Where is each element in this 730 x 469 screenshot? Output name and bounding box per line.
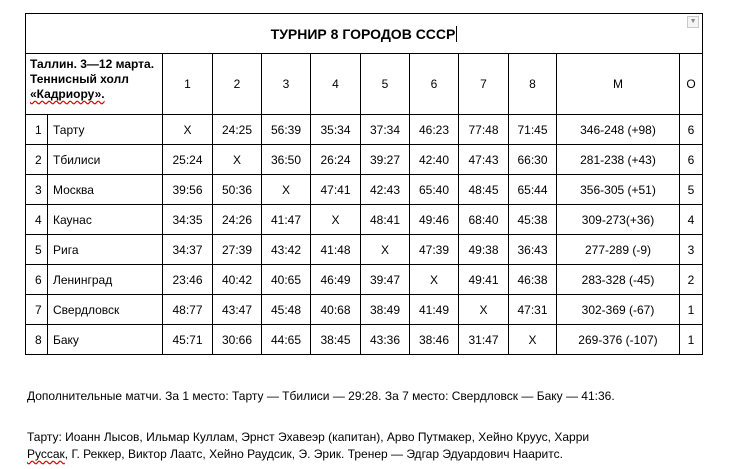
- row-city: Москва: [48, 175, 163, 205]
- score-cell: 47:41: [311, 175, 361, 205]
- row-city: Баку: [48, 325, 163, 355]
- score-cell: 45:71: [163, 325, 213, 355]
- venue-line-1: Таллин. 3—12 марта.: [30, 57, 155, 71]
- row-points-diff: 269-376 (-107): [557, 325, 680, 355]
- score-cell: 43:47: [213, 295, 262, 325]
- row-city: Ленинград: [48, 265, 163, 295]
- score-cell: 65:44: [509, 175, 557, 205]
- score-cell: 49:46: [410, 205, 459, 235]
- players-name-russak: Руссак: [27, 447, 65, 461]
- row-place-points: 5: [680, 175, 703, 205]
- row-points-diff: 281-238 (+43): [557, 145, 680, 175]
- collapse-arrow-icon[interactable]: ▼: [687, 16, 699, 28]
- score-cell: 43:42: [262, 235, 311, 265]
- score-cell: 26:24: [311, 145, 361, 175]
- header-row: [26, 54, 703, 115]
- score-cell: 42:40: [410, 145, 459, 175]
- players-line-2-rest: , Г. Реккер, Виктор Лаатс, Хейно Раудсик, Э. Эрик. Тренер — Эдгар Эдуардович Нааритс.: [64, 447, 563, 461]
- score-cell: X: [262, 175, 311, 205]
- score-cell: 40:42: [213, 265, 262, 295]
- row-points-diff: 302-369 (-67): [557, 295, 680, 325]
- results-table: [25, 13, 703, 355]
- score-cell: 43:36: [361, 325, 410, 355]
- table-title-cell[interactable]: [26, 14, 703, 54]
- row-place-points: 6: [680, 115, 703, 145]
- table-row: [26, 175, 703, 205]
- column-header: 3: [262, 54, 311, 115]
- row-city: Тбилиси: [48, 145, 163, 175]
- score-cell: 71:45: [509, 115, 557, 145]
- score-cell: 41:48: [311, 235, 361, 265]
- row-points-diff: 356-305 (+51): [557, 175, 680, 205]
- score-cell: 47:43: [459, 145, 509, 175]
- score-cell: X: [163, 115, 213, 145]
- score-cell: 66:30: [509, 145, 557, 175]
- score-cell: 77:48: [459, 115, 509, 145]
- score-cell: 34:35: [163, 205, 213, 235]
- score-cell: 48:41: [361, 205, 410, 235]
- row-number: 6: [26, 265, 48, 295]
- score-cell: 46:38: [509, 265, 557, 295]
- score-cell: 48:77: [163, 295, 213, 325]
- row-city: Рига: [48, 235, 163, 265]
- text-cursor: [456, 26, 457, 42]
- score-cell: 38:46: [410, 325, 459, 355]
- score-cell: 56:39: [262, 115, 311, 145]
- row-place-points: 3: [680, 235, 703, 265]
- score-cell: 39:27: [361, 145, 410, 175]
- row-place-points: 1: [680, 295, 703, 325]
- table-row: [26, 145, 703, 175]
- score-cell: 38:45: [311, 325, 361, 355]
- row-number: 1: [26, 115, 48, 145]
- extra-matches-note: Дополнительные матчи. За 1 место: Тарту — Тбилиси — 29:28. За 7 место: Свердловск — Баку — 41:36.: [27, 389, 615, 403]
- table-title: ТУРНИР 8 ГОРОДОВ СССР: [270, 25, 456, 42]
- score-cell: 47:31: [509, 295, 557, 325]
- table-row: [26, 115, 703, 145]
- score-cell: 39:47: [361, 265, 410, 295]
- score-cell: 45:38: [509, 205, 557, 235]
- score-cell: 24:25: [213, 115, 262, 145]
- row-points-diff: 283-328 (-45): [557, 265, 680, 295]
- column-header: 5: [361, 54, 410, 115]
- venue-cell: [26, 54, 163, 115]
- column-header: 6: [410, 54, 459, 115]
- players-line-2: [27, 447, 563, 461]
- score-cell: 30:66: [213, 325, 262, 355]
- table-row: [26, 325, 703, 355]
- row-number: 8: [26, 325, 48, 355]
- row-number: 7: [26, 295, 48, 325]
- row-city: Каунас: [48, 205, 163, 235]
- score-cell: 41:47: [262, 205, 311, 235]
- score-cell: 44:65: [262, 325, 311, 355]
- score-cell: 49:38: [459, 235, 509, 265]
- score-cell: 36:50: [262, 145, 311, 175]
- table-row: [26, 235, 703, 265]
- score-cell: 48:45: [459, 175, 509, 205]
- score-cell: 68:40: [459, 205, 509, 235]
- score-cell: 50:36: [213, 175, 262, 205]
- players-line-1: Тарту: Иоанн Лысов, Ильмар Куллам, Эрнст Эхавеэр (капитан), Арво Путмакер, Хейно Круус, Харри: [27, 430, 590, 444]
- score-cell: 36:43: [509, 235, 557, 265]
- score-cell: X: [410, 265, 459, 295]
- row-points-diff: 309-273(+36): [557, 205, 680, 235]
- score-cell: X: [213, 145, 262, 175]
- row-number: 3: [26, 175, 48, 205]
- table-row: [26, 265, 703, 295]
- score-cell: 25:24: [163, 145, 213, 175]
- row-city: Тарту: [48, 115, 163, 145]
- venue-line-2: Теннисный холл: [30, 72, 129, 86]
- score-cell: 47:39: [410, 235, 459, 265]
- column-header: 2: [213, 54, 262, 115]
- row-place-points: 2: [680, 265, 703, 295]
- column-header: 8: [509, 54, 557, 115]
- score-cell: 37:34: [361, 115, 410, 145]
- venue-line-3: «Кадриору».: [30, 87, 105, 101]
- row-number: 5: [26, 235, 48, 265]
- score-cell: 46:49: [311, 265, 361, 295]
- score-cell: 23:46: [163, 265, 213, 295]
- row-number: 4: [26, 205, 48, 235]
- column-header-m: М: [557, 54, 680, 115]
- score-cell: 31:47: [459, 325, 509, 355]
- row-place-points: 1: [680, 325, 703, 355]
- score-cell: 45:48: [262, 295, 311, 325]
- column-header: 7: [459, 54, 509, 115]
- score-cell: 39:56: [163, 175, 213, 205]
- table-row: [26, 205, 703, 235]
- row-number: 2: [26, 145, 48, 175]
- table-row: [26, 295, 703, 325]
- row-city: Свердловск: [48, 295, 163, 325]
- row-place-points: 4: [680, 205, 703, 235]
- score-cell: 40:65: [262, 265, 311, 295]
- score-cell: X: [459, 295, 509, 325]
- score-cell: 35:34: [311, 115, 361, 145]
- row-points-diff: 277-289 (-9): [557, 235, 680, 265]
- score-cell: 38:49: [361, 295, 410, 325]
- score-cell: X: [361, 235, 410, 265]
- column-header-o: О: [680, 54, 703, 115]
- row-points-diff: 346-248 (+98): [557, 115, 680, 145]
- score-cell: 46:23: [410, 115, 459, 145]
- score-cell: 24:26: [213, 205, 262, 235]
- score-cell: 65:40: [410, 175, 459, 205]
- column-header: 4: [311, 54, 361, 115]
- score-cell: X: [509, 325, 557, 355]
- score-cell: 41:49: [410, 295, 459, 325]
- score-cell: 27:39: [213, 235, 262, 265]
- score-cell: 49:41: [459, 265, 509, 295]
- score-cell: 34:37: [163, 235, 213, 265]
- column-header: 1: [163, 54, 213, 115]
- score-cell: 40:68: [311, 295, 361, 325]
- score-cell: X: [311, 205, 361, 235]
- row-place-points: 6: [680, 145, 703, 175]
- score-cell: 42:43: [361, 175, 410, 205]
